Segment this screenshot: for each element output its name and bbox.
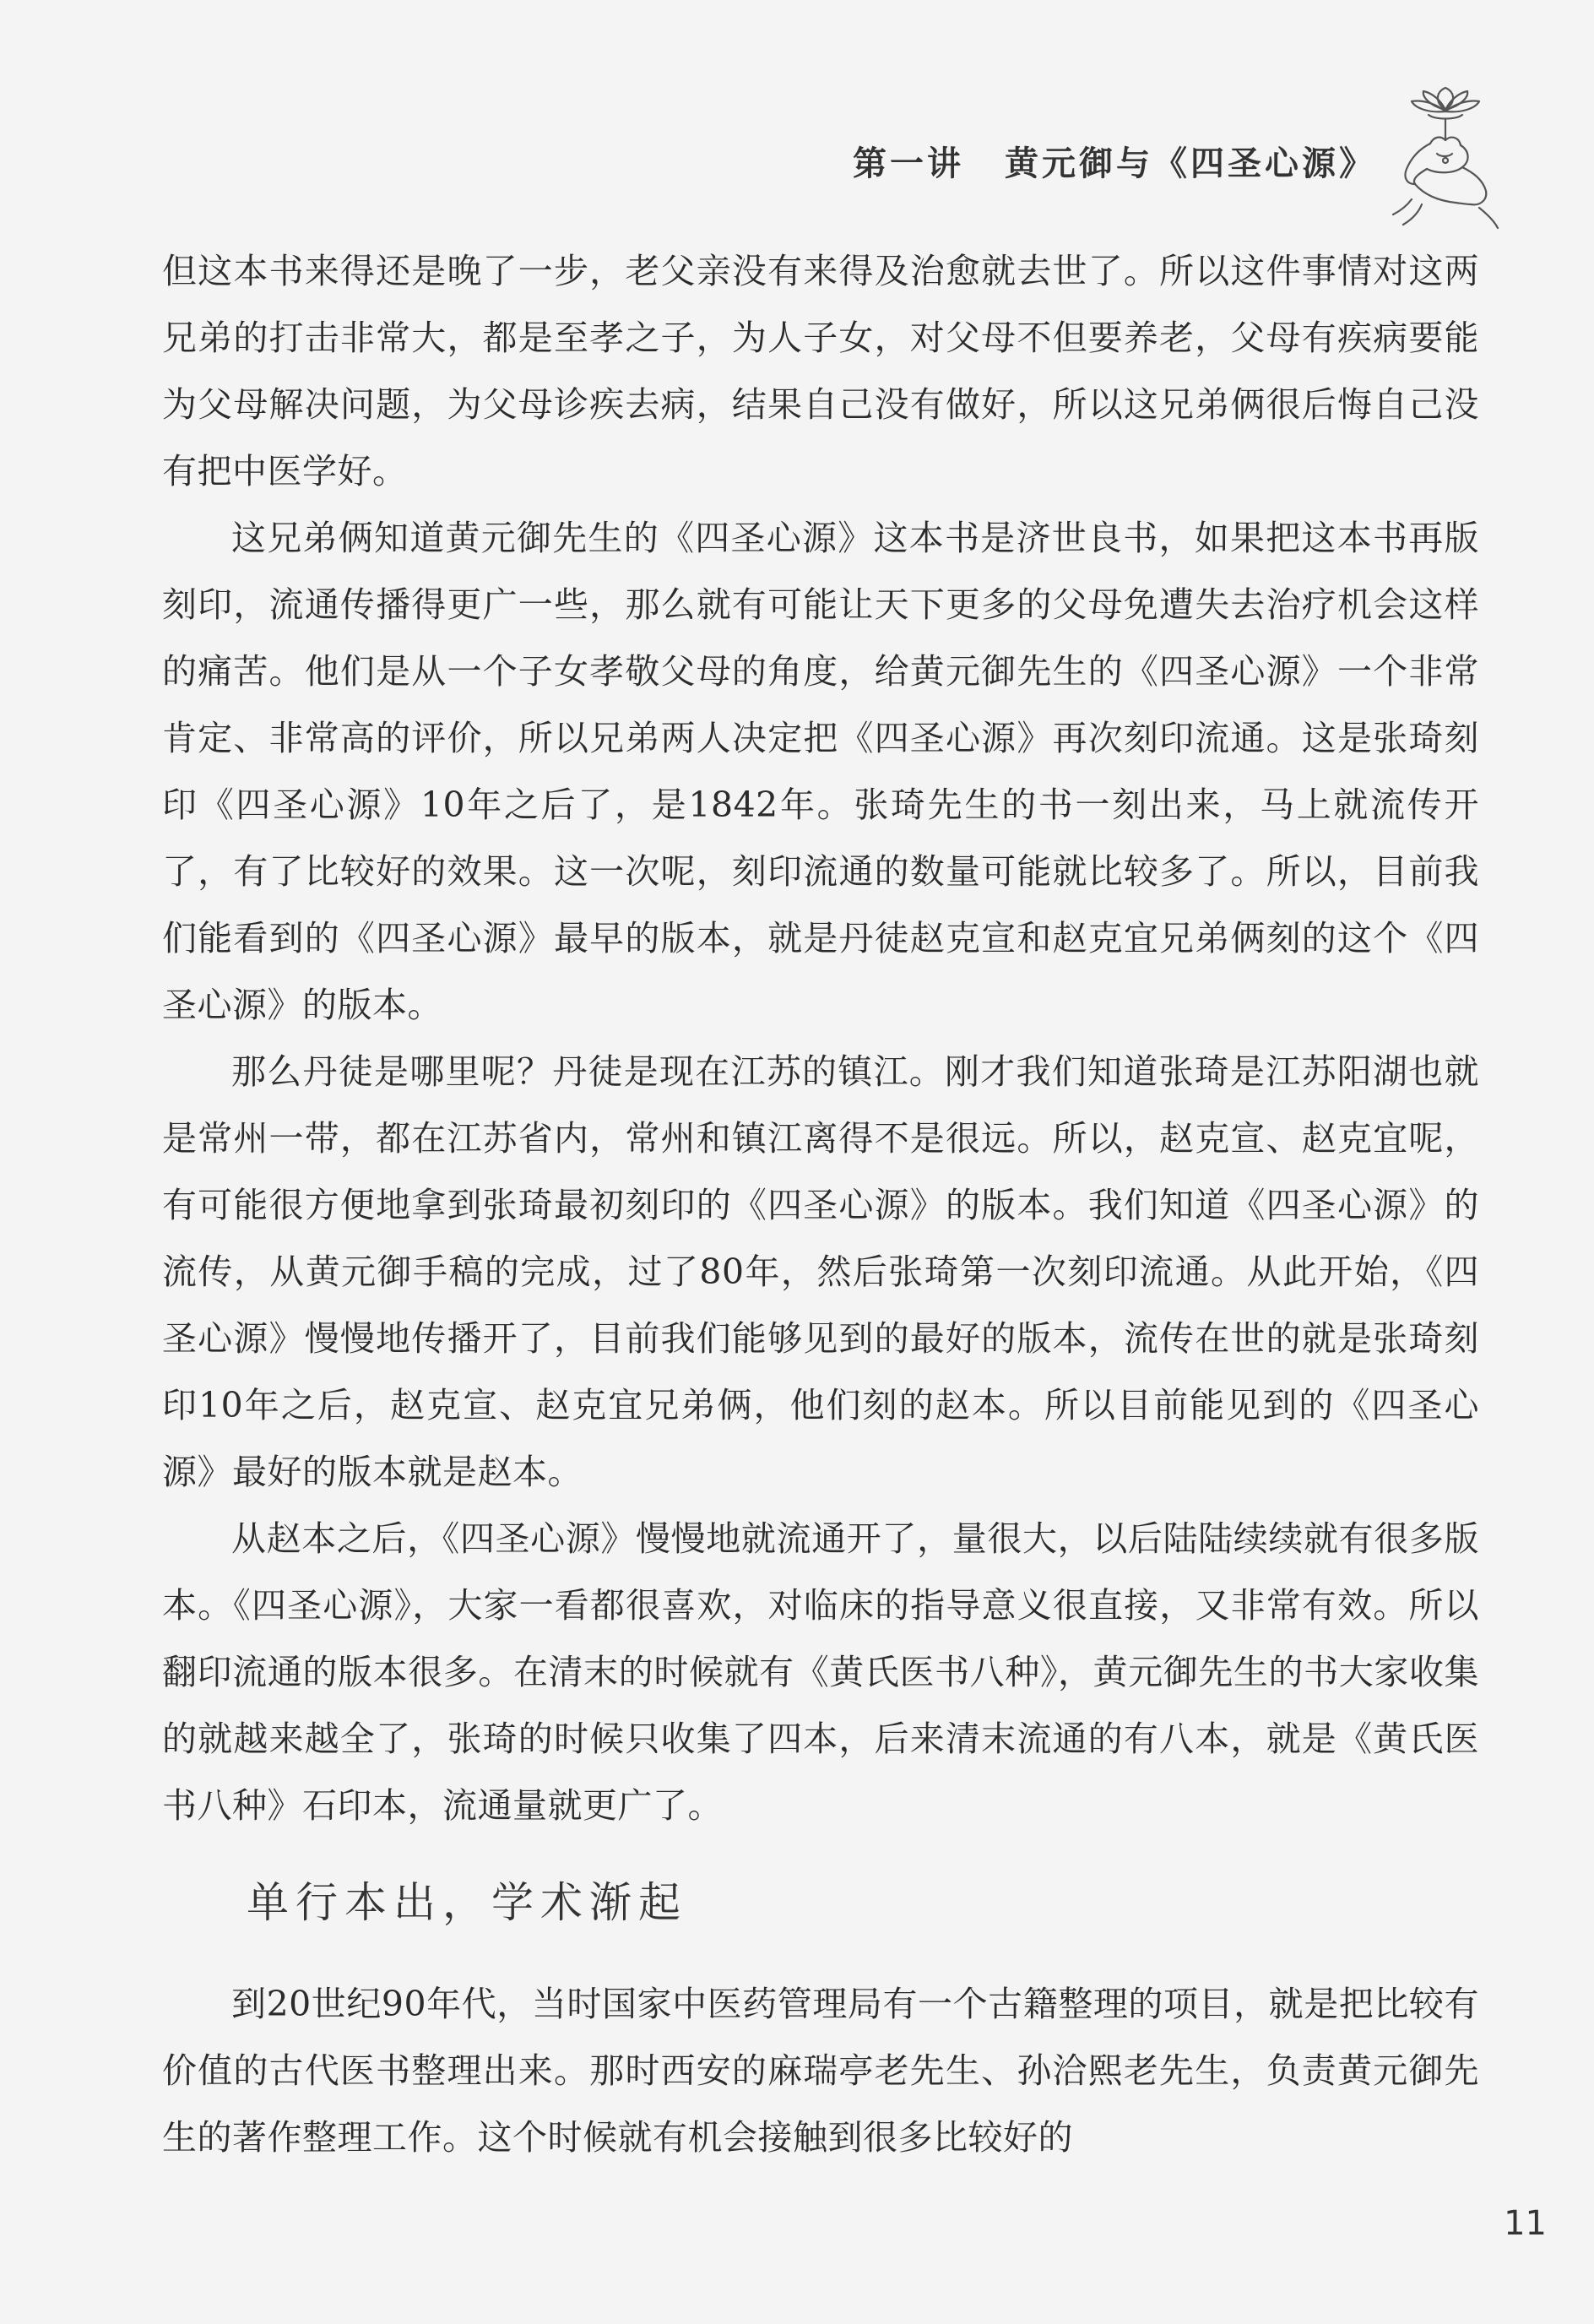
chapter-title: 黄元御与《四圣心源》 [1005,144,1376,183]
section-heading: 单行本出，学术渐起 [247,1878,687,1927]
section-paragraph-1: 到20世纪90年代，当时国家中医药管理局有一个古籍整理的项目，就是把比较有价值的古代医书整理出来。那时西安的麻瑞亭老先生、孙洽熙老先生，负责黄元御先生的著作整理工作。这个时候就有机会接触到很多比较好的 [162,1984,1479,2158]
paragraph-3: 那么丹徒是哪里呢？丹徒是现在江苏的镇江。刚才我们知道张琦是江苏阳湖也就是常州一带，都在江苏省内，常州和镇江离得不是很远。所以，赵克宣、赵克宜呢，有可能很方便地拿到张琦最初刻印的《四圣心源》的版本。我们知道《四圣心源》的流传，从黄元御手稿的完成，过了80年，然后张琦第一次刻印流通。从此开始，《四圣心源》慢慢地传播开了，目前我们能够见到的最好的版本，流传在世的就是张琦刻印10年之后，赵克宣、赵克宜兄弟俩，他们刻的赵本。所以目前能见到的《四圣心源》最好的版本就是赵本。 [162,1051,1479,1492]
page-number: 11 [1504,2204,1547,2243]
lecture-number: 第一讲 [853,144,964,183]
body-text [162,238,1479,2171]
lotus-hand-icon [1378,73,1513,233]
paragraph-2: 这兄弟俩知道黄元御先生的《四圣心源》这本书是济世良书，如果把这本书再版刻印，流通传播得更广一些，那么就有可能让天下更多的父母免遭失去治疗机会这样的痛苦。他们是从一个子女孝敬父母的角度，给黄元御先生的《四圣心源》一个非常肯定、非常高的评价，所以兄弟两人决定把《四圣心源》再次刻印流通。这是张琦刻印《四圣心源》10年之后了，是1842年。张琦先生的书一刻出来，马上就流传开了，有了比较好的效果。这一次呢，刻印流通的数量可能就比较多了。所以，目前我们能看到的《四圣心源》最早的版本，就是丹徒赵克宣和赵克宜兄弟俩刻的这个《四圣心源》的版本。 [162,518,1479,1025]
paragraph-1: 但这本书来得还是晚了一步，老父亲没有来得及治愈就去世了。所以这件事情对这两兄弟的打击非常大，都是至孝之子，为人子女，对父母不但要养老，父母有疾病要能为父母解决问题，为父母诊疾去病，结果自己没有做好，所以这兄弟俩很后悔自己没有把中医学好。 [162,251,1479,491]
running-header [853,137,1376,185]
paragraph-4: 从赵本之后，《四圣心源》慢慢地就流通开了，量很大，以后陆陆续续就有很多版本。《四圣心源》，大家一看都很喜欢，对临床的指导意义很直接，又非常有效。所以翻印流通的版本很多。在清末的时候就有《黄氏医书八种》，黄元御先生的书大家收集的就越来越全了，张琦的时候只收集了四本，后来清末流通的有八本，就是《黄氏医书八种》石印本，流通量就更广了。 [162,1518,1479,1826]
